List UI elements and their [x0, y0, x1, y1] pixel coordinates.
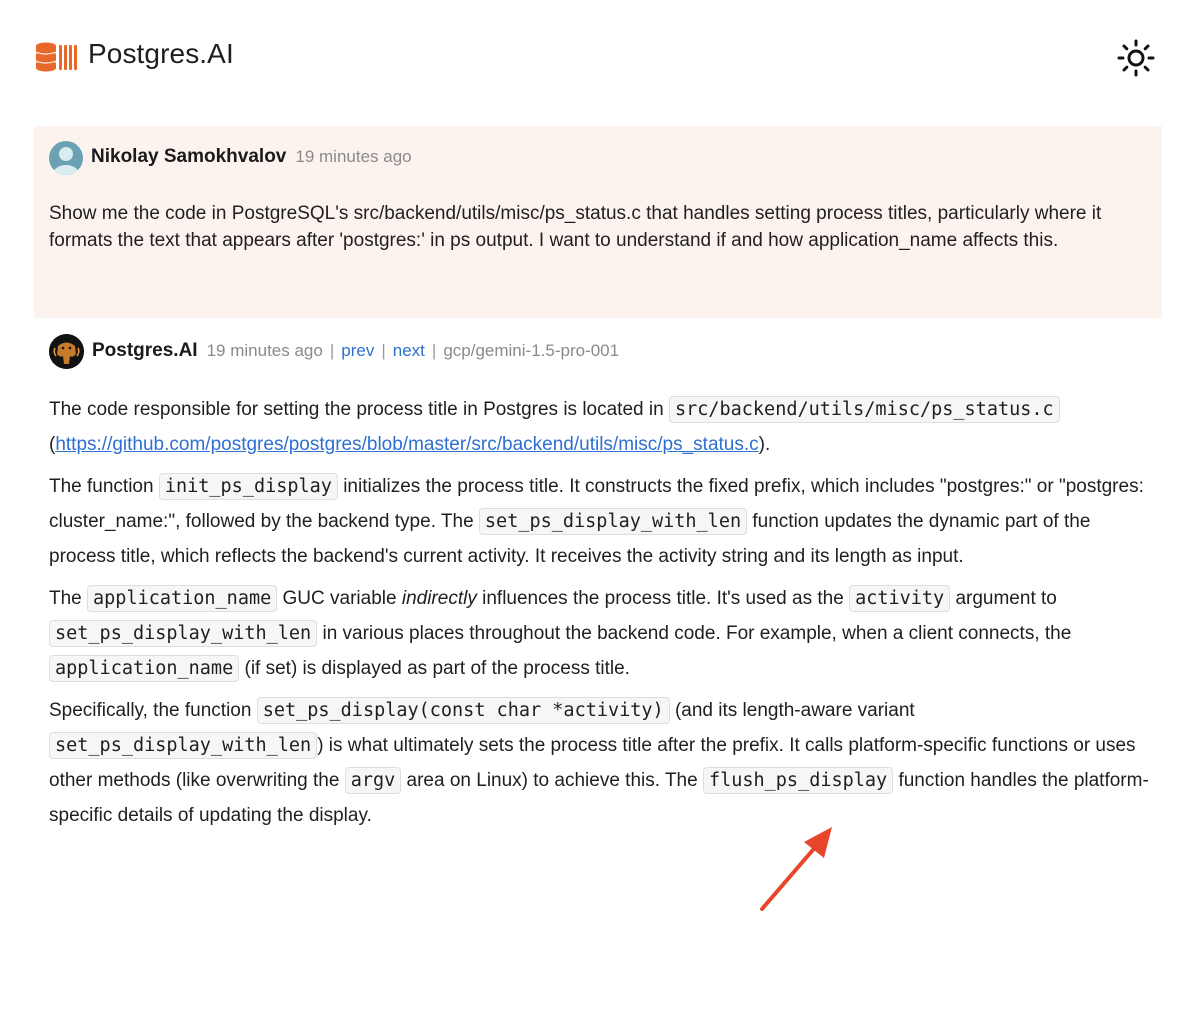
answer-paragraph-3: The application_name GUC variable indirectly influences the process title. It's used as the activity argument to set_ps_display_with_len in various places throughout the backend code. For example, when a client connects, the application_name (if set) is displayed as part of the process title.: [49, 581, 1159, 686]
answer-paragraph-1: The code responsible for setting the process title in Postgres is located in src/backend/utils/misc/ps_status.c (https://github.com/postgres/postgres/blob/master/src/backend/utils/misc/ps_status.c).: [49, 392, 1159, 462]
bot-message-time: 19 minutes ago: [206, 341, 323, 360]
user-avatar-icon: [49, 141, 83, 175]
inline-code: set_ps_display_with_len: [479, 508, 747, 535]
inline-code: application_name: [49, 655, 239, 682]
user-message-text: Show me the code in PostgreSQL's src/backend/utils/misc/ps_status.c that handles setting process titles, particularly where it formats the text that appears after 'postgres:' in ps output. I want to understand if and how application_name affects this.: [49, 203, 1102, 251]
app-title[interactable]: Postgres.AI: [88, 38, 234, 69]
next-link[interactable]: next: [392, 341, 425, 360]
emphasis: indirectly: [401, 588, 477, 609]
github-link[interactable]: https://github.com/postgres/postgres/blob/master/src/backend/utils/misc/ps_status.c: [55, 434, 759, 455]
inline-code: application_name: [87, 585, 277, 612]
inline-code: set_ps_display_with_len: [49, 732, 317, 759]
header: [0, 0, 1200, 110]
arrow-annotation-icon: [750, 820, 845, 915]
inline-code: set_ps_display(const char *activity): [257, 697, 670, 724]
answer-paragraph-4: Specifically, the function set_ps_display(const char *activity) (and its length-aware variant set_ps_display_with_len ) is what ultimately sets the process title after the prefix. It calls platform-specific functions or uses other methods (like overwriting the argv area on Linux) to achieve this. The flush_ps_display function handles the platform-specific details of updating the display.: [49, 693, 1159, 833]
bot-message-meta: [92, 340, 619, 362]
inline-code: set_ps_display_with_len: [49, 620, 317, 647]
user-message: [34, 126, 1162, 318]
model-name: gcp/gemini-1.5-pro-001: [443, 341, 620, 360]
inline-code: init_ps_display: [159, 473, 338, 500]
bot-author[interactable]: Postgres.AI: [92, 340, 198, 361]
inline-code-highlighted: flush_ps_display: [703, 767, 893, 794]
separator: |: [329, 341, 335, 360]
sun-icon[interactable]: [1116, 38, 1156, 78]
answer-paragraph-2: The function init_ps_display initializes the process title. It constructs the fixed prefix, which includes "postgres:" or "postgres: cluster_name:", followed by the backend type. The set_ps_display_with_len function updates the dynamic part of the process title, which reflects the backend's current activity. It receives the activity string and its length as input.: [49, 469, 1159, 574]
prev-link[interactable]: prev: [341, 341, 375, 360]
database-stack-icon: [36, 42, 78, 72]
bot-message-body: [49, 392, 1159, 840]
inline-code: src/backend/utils/misc/ps_status.c: [669, 396, 1060, 423]
separator: |: [381, 341, 386, 360]
user-message-meta: [91, 146, 412, 168]
user-author[interactable]: Nikolay Samokhvalov: [91, 146, 287, 167]
user-message-time: 19 minutes ago: [295, 147, 412, 166]
inline-code: argv: [345, 767, 402, 794]
inline-code: activity: [849, 585, 950, 612]
separator: |: [431, 341, 437, 360]
elephant-avatar-icon: [49, 334, 84, 369]
